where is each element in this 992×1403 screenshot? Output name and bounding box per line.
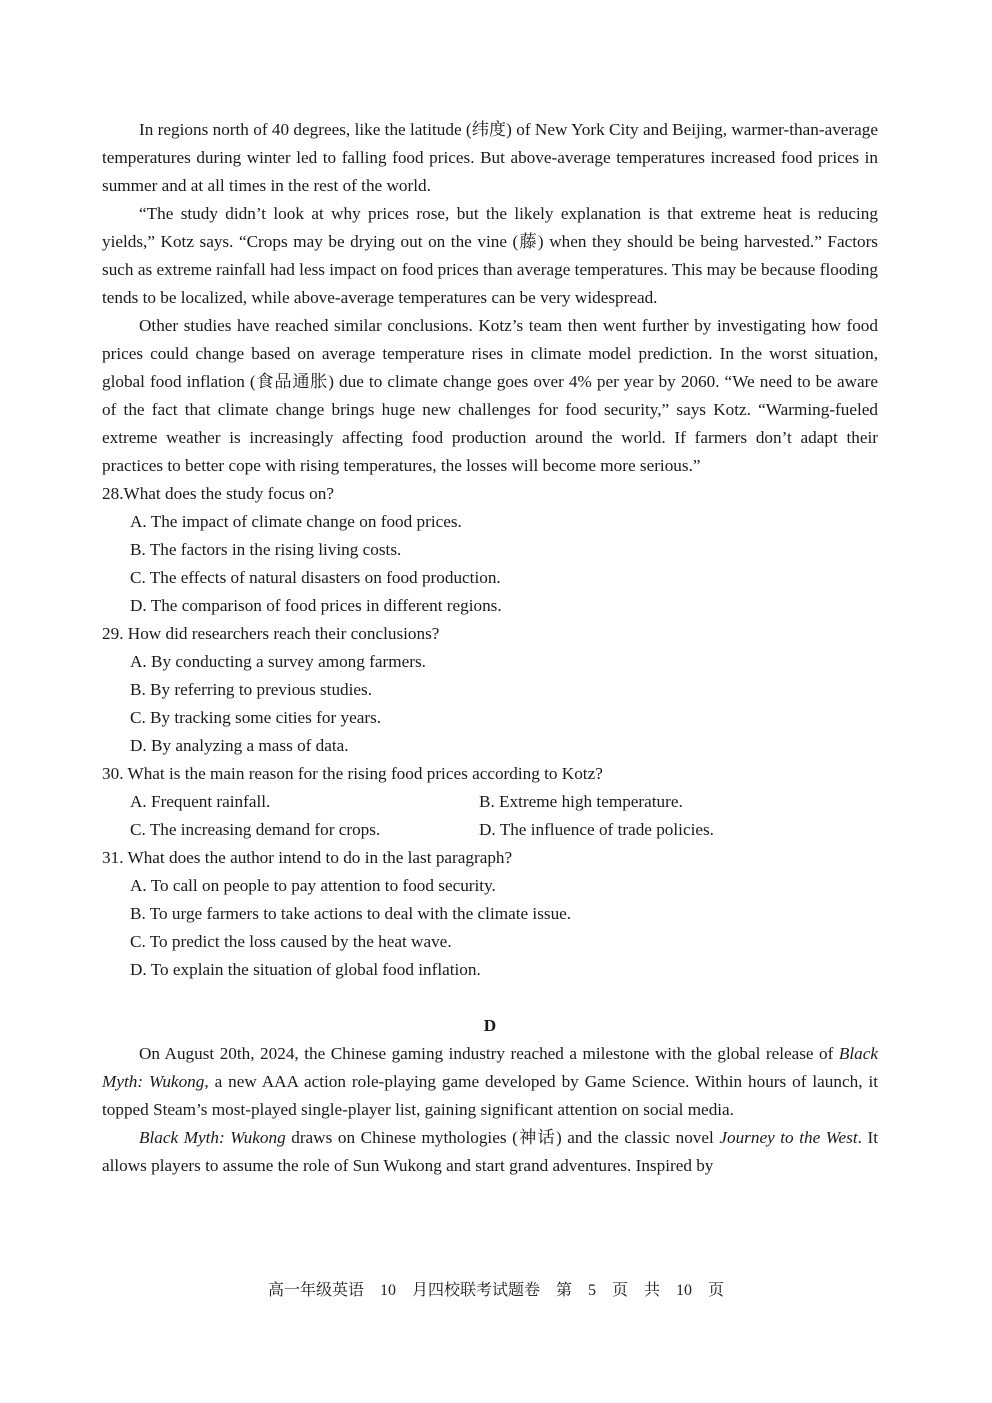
game-title: Black Myth: Wukong xyxy=(102,1044,878,1091)
question-28-option-c: C. The effects of natural disasters on food production. xyxy=(130,568,501,587)
question-29-option-b: B. By referring to previous studies. xyxy=(130,680,373,699)
question-30-option-c: C. The increasing demand for crops. xyxy=(130,820,381,839)
page-body xyxy=(102,116,878,1180)
question-28-option-a: A. The impact of climate change on food prices. xyxy=(130,512,462,531)
question-31-option-c: C. To predict the loss caused by the heat wave. xyxy=(130,932,452,951)
passage-d-paragraph-2 xyxy=(102,1124,878,1180)
passage-d-p2-rest-b: . It allows players to assume the role of Sun Wukong and start grand adventures. Inspired by xyxy=(102,1128,878,1175)
question-30-option-a: A. Frequent rainfall. xyxy=(130,792,271,811)
question-29-option-a: A. By conducting a survey among farmers. xyxy=(130,652,426,671)
question-30 xyxy=(102,760,878,844)
question-29 xyxy=(102,620,878,760)
question-31-option-d: D. To explain the situation of global food inflation. xyxy=(130,960,481,979)
page-footer: 高一年级英语 10 月四校联考试题卷 第 5 页 共 10 页 xyxy=(267,1282,724,1299)
question-28-stem: 28.What does the study focus on? xyxy=(102,484,334,503)
question-28 xyxy=(102,480,878,620)
question-31-stem: 31. What does the author intend to do in the last paragraph? xyxy=(102,848,513,867)
passage-c-paragraph-2: “The study didn’t look at why prices rose, but the likely explanation is that extreme heat is reducing yields,” Kotz says. “Crops may be drying out on the vine (藤) when they should be being harvested.” Factors such as extreme rainfall had less impact on food prices than average temperatures. This may be because flooding tends to be localized, while above-average temperatures can be very widespread. xyxy=(102,204,878,307)
question-29-option-c: C. By tracking some cities for years. xyxy=(130,708,382,727)
question-31-option-a: A. To call on people to pay attention to food security. xyxy=(130,876,496,895)
question-30-options-row-2 xyxy=(102,816,878,844)
passage-d-p1-rest: , a new AAA action role-playing game developed by Game Science. Within hours of launch, it topped Steam’s most-played single-player list, gaining significant attention on social media. xyxy=(102,1072,878,1119)
question-31 xyxy=(102,844,878,984)
question-28-option-d: D. The comparison of food prices in different regions. xyxy=(130,596,502,615)
question-31-option-b: B. To urge farmers to take actions to deal with the climate issue. xyxy=(130,904,572,923)
question-29-option-d: D. By analyzing a mass of data. xyxy=(130,736,349,755)
question-30-stem: 30. What is the main reason for the rising food prices according to Kotz? xyxy=(102,764,603,783)
question-30-options-row-1 xyxy=(102,788,878,816)
question-30-option-b: B. Extreme high temperature. xyxy=(479,792,683,811)
passage-c-paragraph-1: In regions north of 40 degrees, like the latitude (纬度) of New York City and Beijing, warmer-than-average temperatures during winter led to falling food prices. But above-average temperatures increased food prices in summer and at all times in the rest of the world. xyxy=(102,120,878,195)
question-29-stem: 29. How did researchers reach their conclusions? xyxy=(102,624,440,643)
passage-d-p2-rest-a: draws on Chinese mythologies (神话) and the classic novel xyxy=(285,1128,720,1147)
passage-d-paragraph-1 xyxy=(102,1040,878,1124)
novel-title: Journey to the West xyxy=(719,1128,858,1147)
section-gap xyxy=(102,984,878,1012)
question-30-option-d: D. The influence of trade policies. xyxy=(479,820,714,839)
question-28-option-b: B. The factors in the rising living costs. xyxy=(130,540,402,559)
passage-d-p1-text: On August 20th, 2024, the Chinese gaming industry reached a milestone with the global release of xyxy=(139,1044,839,1063)
passage-d-heading: D xyxy=(483,1016,497,1035)
game-title-repeat: Black Myth: Wukong xyxy=(139,1128,286,1147)
passage-c-paragraph-3: Other studies have reached similar conclusions. Kotz’s team then went further by investigating how food prices could change based on average temperature rises in climate model prediction. In the worst situation, global food inflation (食品通胀) due to climate change goes over 4% per year by 2060. “We need to be aware of the fact that climate change brings huge new challenges for food security,” says Kotz. “Warming-fueled extreme weather is increasingly affecting food production around the world. If farmers don’t adapt their practices to better cope with rising temperatures, the losses will become more serious.” xyxy=(102,316,878,475)
